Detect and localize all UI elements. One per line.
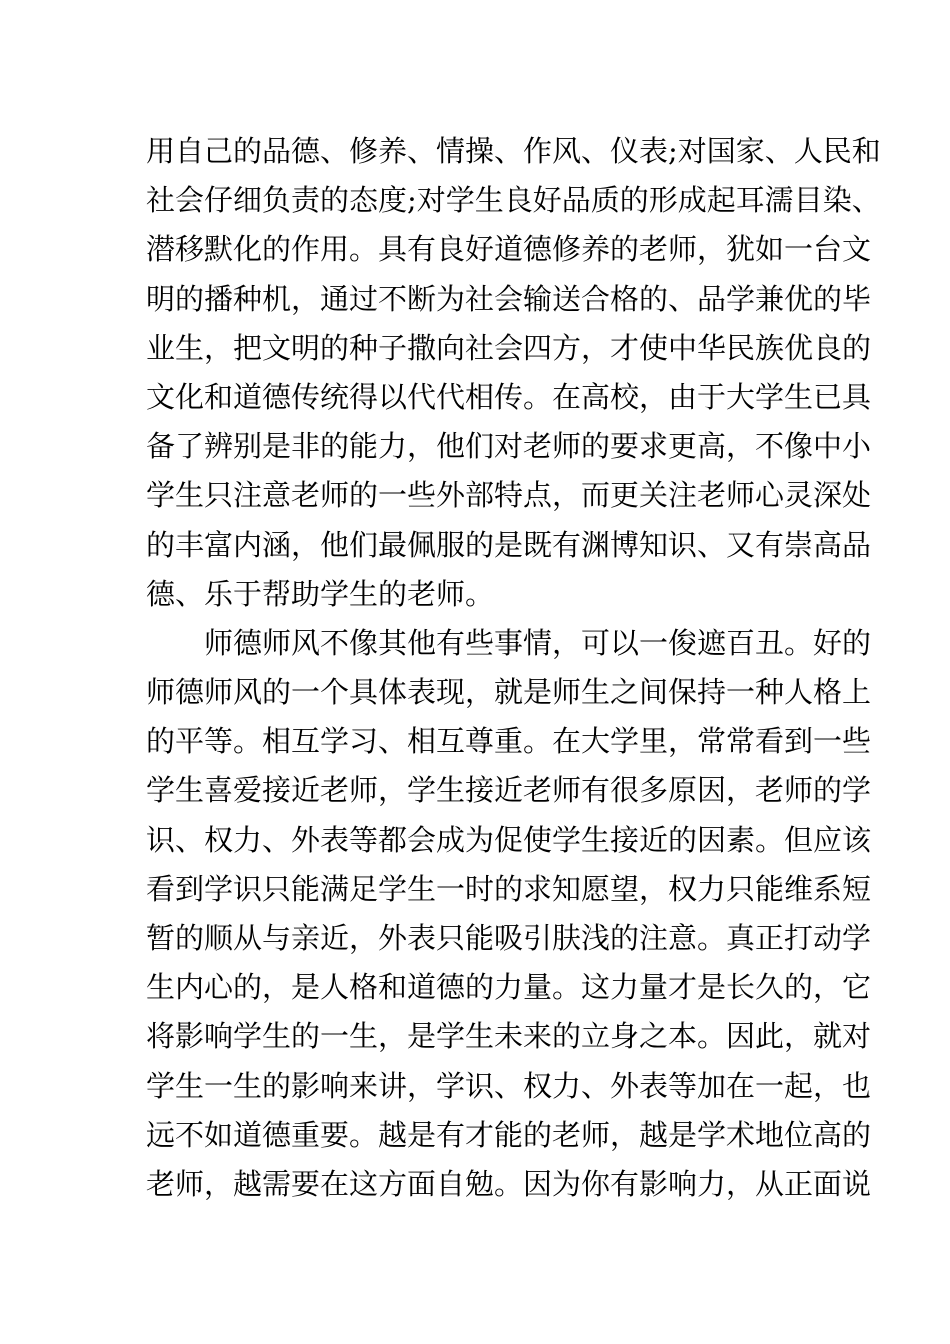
text-line: 用自己的品德、修养、情操、作风、仪表;对国家、人民和 [146, 134, 881, 168]
text-line: 潜移默化的作用。具有良好道德修养的老师，犹如一台文 [146, 232, 872, 267]
text-line: 明的播种机，通过不断为社会输送合格的、品学兼优的毕 [146, 281, 872, 316]
text-line: 生内心的，是人格和道德的力量。这力量才是长久的，它 [146, 970, 872, 1005]
text-line: 将影响学生的一生，是学生未来的立身之本。因此，就对 [146, 1019, 872, 1054]
text-line: 的平等。相互学习、相互尊重。在大学里，常常看到一些 [146, 724, 872, 759]
text-line: 师德师风的一个具体表现，就是师生之间保持一种人格上 [146, 675, 872, 710]
text-line: 德、乐于帮助学生的老师。 [146, 576, 495, 611]
text-line: 的丰富内涵，他们最佩服的是既有渊博知识、又有崇高品 [146, 527, 872, 562]
text-line: 暂的顺从与亲近，外表只能吸引肤浅的注意。真正打动学 [146, 921, 872, 955]
text-line: 学生喜爱接近老师，学生接近老师有很多原因，老师的学 [146, 773, 872, 808]
paragraph-2 [146, 619, 872, 1209]
text-line: 师德师风不像其他有些事情，可以一俊遮百丑。好的 [204, 625, 872, 660]
text-line: 远不如道德重要。越是有才能的老师，越是学术地位高的 [146, 1117, 872, 1152]
text-line: 识、权力、外表等都会成为促使学生接近的因素。但应该 [146, 822, 872, 857]
text-line: 备了辨别是非的能力，他们对老师的要求更高，不像中小 [146, 429, 872, 464]
text-line: 学生只注意老师的一些外部特点，而更关注老师心灵深处 [146, 478, 872, 513]
text-line: 老师，越需要在这方面自勉。因为你有影响力，从正面说 [146, 1166, 872, 1201]
paragraph-1 [146, 127, 881, 619]
text-line: 学生一生的影响来讲，学识、权力、外表等加在一起，也 [146, 1068, 872, 1103]
document-body [146, 127, 881, 1209]
text-line: 社会仔细负责的态度;对学生良好品质的形成起耳濡目染、 [146, 183, 881, 218]
text-line: 业生，把文明的种子撒向社会四方，才使中华民族优良的 [146, 330, 872, 365]
text-line: 看到学识只能满足学生一时的求知愿望，权力只能维系短 [146, 871, 872, 906]
text-line: 文化和道德传统得以代代相传。在高校，由于大学生已具 [146, 379, 872, 414]
